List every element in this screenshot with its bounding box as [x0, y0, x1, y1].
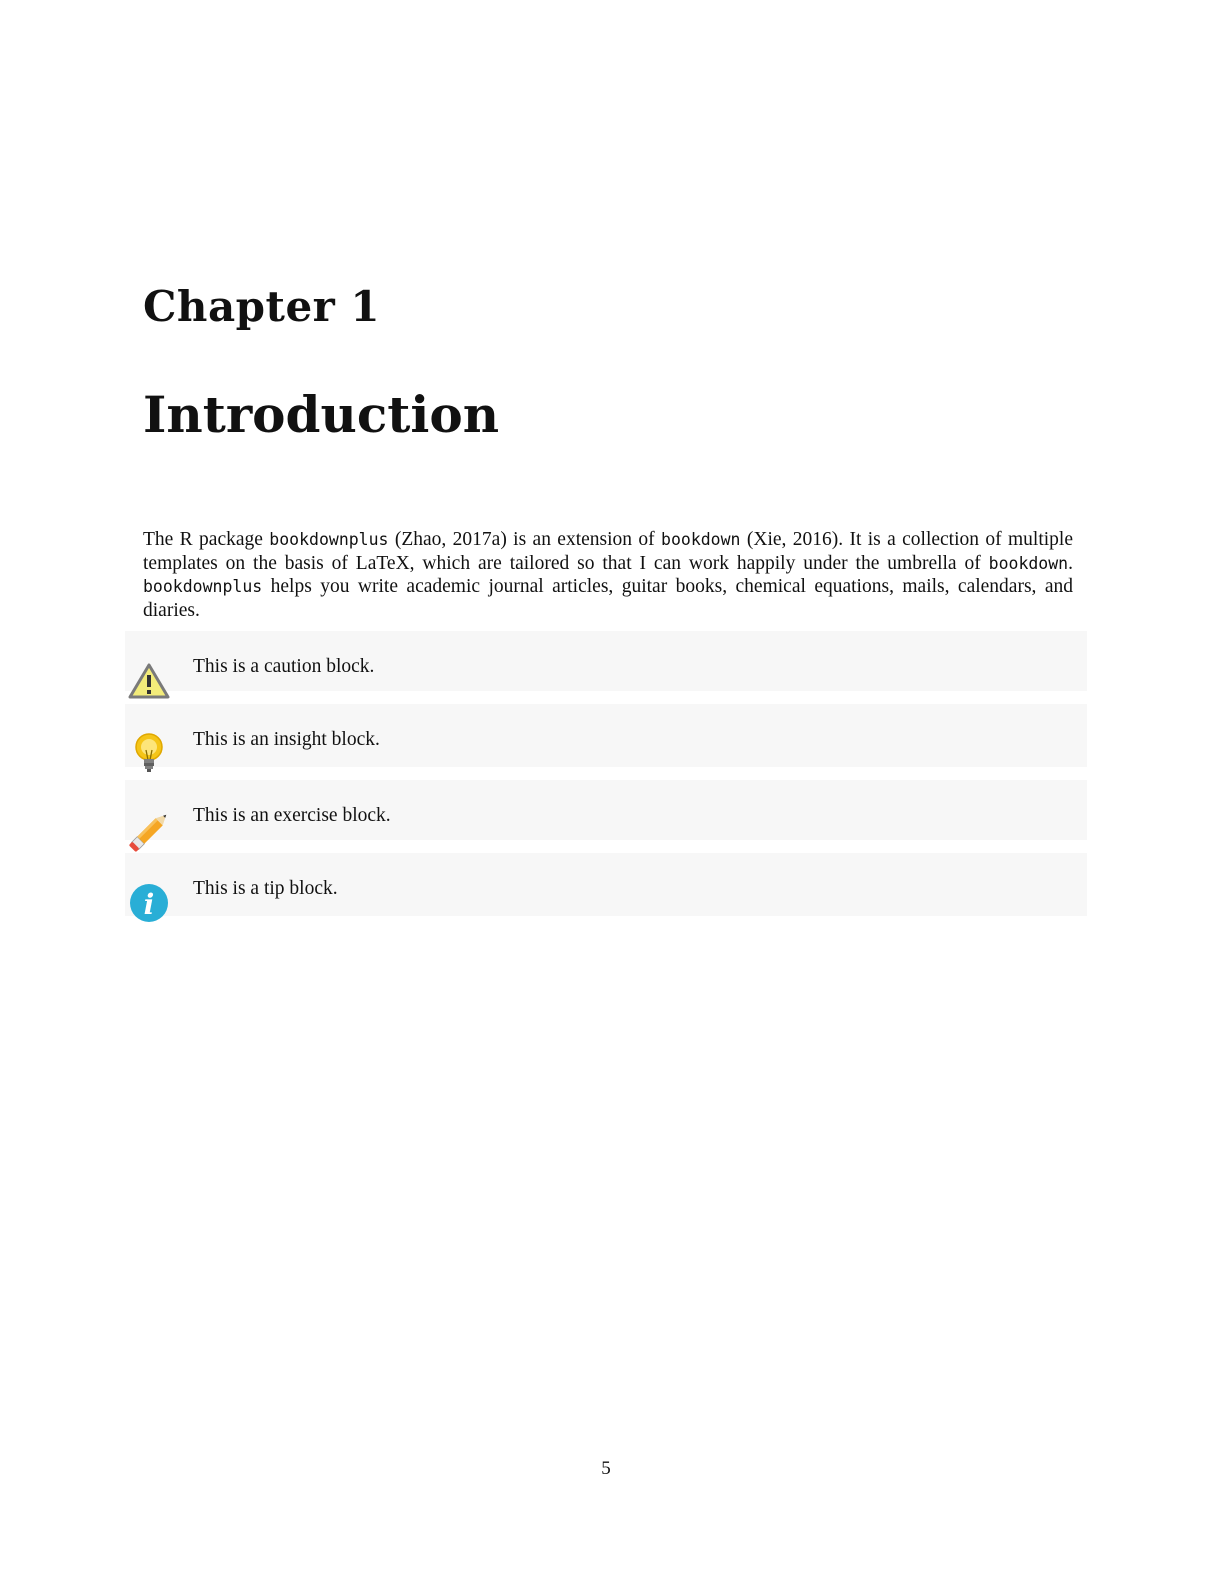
exercise-block: [125, 780, 1087, 840]
warning-icon: [128, 663, 170, 703]
package-name: bookdownplus: [269, 530, 389, 549]
paragraph-text: .: [1068, 552, 1073, 574]
intro-paragraph: [143, 528, 1073, 622]
paragraph-text: The R package: [143, 529, 270, 550]
chapter-title: Introduction: [143, 385, 500, 444]
lightbulb-icon: [132, 732, 166, 778]
package-name: bookdown: [661, 530, 741, 549]
info-icon: [129, 883, 169, 927]
package-name: bookdown: [988, 553, 1069, 573]
caution-text: This is a caution block.: [193, 656, 375, 677]
tip-block: [125, 853, 1087, 921]
paragraph-text: (Xie, 2016). It is a collection of multiple templates on the basis of LaTeX, which are tailored so that I can work happily under the umbrella of: [143, 529, 1073, 574]
svg-text:i: i: [143, 888, 155, 921]
paragraph-text: helps you write academic journal articles, guitar books, chemical equations, mails, calendars, and diaries.: [143, 576, 1073, 621]
package-name: bookdownplus: [143, 577, 263, 596]
insight-block: [125, 704, 1087, 767]
insight-text: This is an insight block.: [193, 729, 380, 750]
paragraph-text: (Zhao, 2017a) is an extension of: [388, 529, 662, 550]
chapter-label: Chapter 1: [143, 282, 381, 331]
caution-block: [125, 631, 1087, 691]
exercise-text: This is an exercise block.: [193, 805, 391, 826]
pencil-icon: [127, 808, 173, 858]
tip-text: This is a tip block.: [193, 878, 338, 899]
page-number: 5: [601, 1458, 611, 1479]
